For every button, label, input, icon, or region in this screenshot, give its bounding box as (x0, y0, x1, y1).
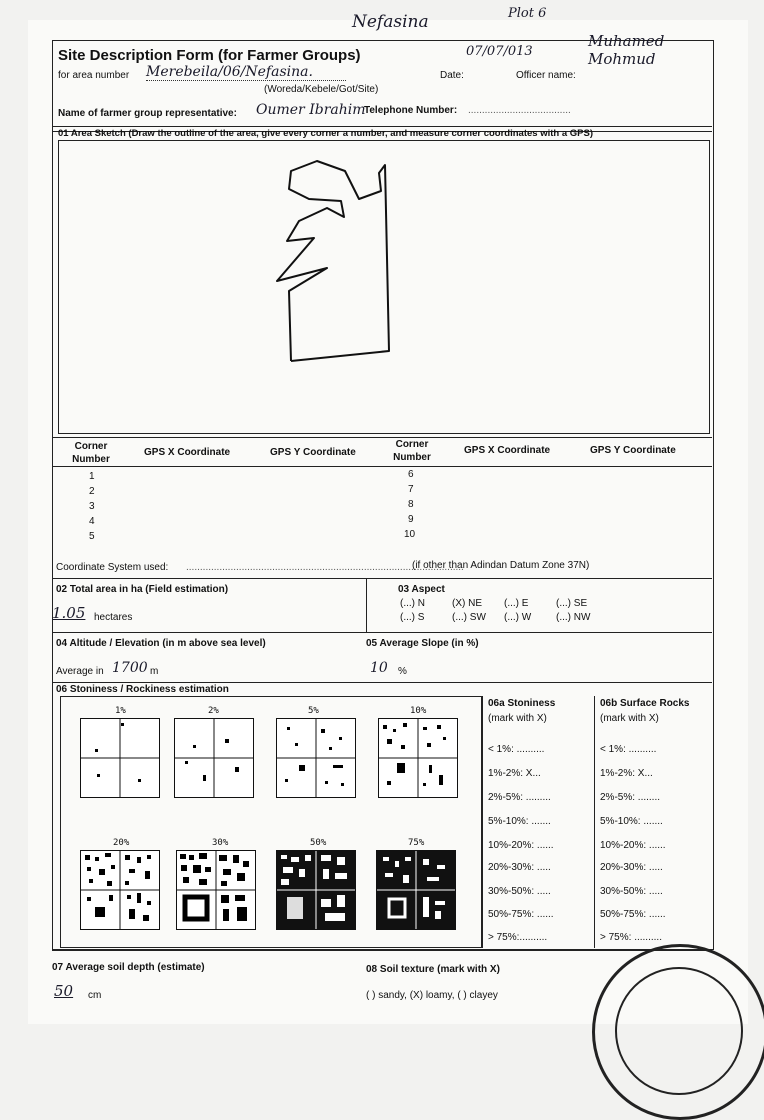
corner-4: 4 (89, 516, 95, 527)
aspect-e[interactable]: (...) E (504, 598, 529, 609)
grid-label-20: 20% (113, 838, 130, 848)
area-number-label: for area number (58, 70, 130, 81)
section02-title: 02 Total area in ha (Field estimation) (56, 584, 229, 595)
col-x-left: GPS X Coordinate (144, 447, 231, 458)
stone-grid-1pct (80, 718, 160, 798)
stoniness-gt75[interactable]: > 75%:.......... (488, 932, 548, 943)
slope-unit: % (398, 666, 407, 677)
official-stamp-inner (615, 967, 743, 1095)
section06a-title: 06a Stoniness (488, 698, 556, 709)
section05-title: 05 Average Slope (in %) (366, 638, 479, 649)
corner-9: 9 (408, 514, 414, 525)
stone-grid-10pct (378, 718, 458, 798)
grid-label-50: 50% (310, 838, 327, 848)
rocks-20-30[interactable]: 20%-30%: ..... (600, 862, 663, 873)
aspect-sw[interactable]: (...) SW (452, 612, 486, 623)
sketch-outline (277, 161, 389, 361)
section03-title: 03 Aspect (398, 584, 445, 595)
aspect-w[interactable]: (...) W (504, 612, 532, 623)
phone-dots: ..................................... (468, 105, 571, 116)
col-y-right: GPS Y Coordinate (590, 445, 676, 456)
col-corner-right: Corner Number (393, 439, 431, 463)
corner-7: 7 (408, 484, 414, 495)
area-sketch-box[interactable] (58, 140, 710, 434)
aspect-ne[interactable]: (X) NE (452, 598, 482, 609)
stone-grid-50pct (276, 850, 356, 930)
rocks-5-10[interactable]: 5%-10%: ....... (600, 816, 663, 827)
stone-grid-2pct (174, 718, 254, 798)
corner-1: 1 (89, 471, 95, 482)
stoniness-2-5[interactable]: 2%-5%: ......... (488, 792, 551, 803)
officer-label: Officer name: (516, 70, 576, 81)
rocks-gt75[interactable]: > 75%: .......... (600, 932, 662, 943)
stone-grid-75pct (376, 850, 456, 930)
rocks-10-20[interactable]: 10%-20%: ...... (600, 840, 666, 851)
section04-title: 04 Altitude / Elevation (in m above sea level) (56, 638, 266, 649)
soil-depth-value[interactable]: 50 (54, 982, 74, 1000)
grid-label-30: 30% (212, 838, 229, 848)
section06b-sub: (mark with X) (600, 713, 659, 724)
stone-grid-5pct (276, 718, 356, 798)
soil-depth-unit: cm (88, 990, 102, 1001)
official-stamp (592, 944, 764, 1120)
altitude-avg-label: Average in (56, 666, 104, 677)
date-value: 07/07/013 (466, 44, 533, 59)
rocks-2-5[interactable]: 2%-5%: ........ (600, 792, 661, 803)
aspect-n[interactable]: (...) N (400, 598, 425, 609)
corner-2: 2 (89, 486, 95, 497)
slope-value[interactable]: 10 (370, 660, 388, 676)
col-corner-left: Corner Number (72, 441, 110, 465)
corner-8: 8 (408, 499, 414, 510)
coord-system-hint: (if other than Adindan Datum Zone 37N) (412, 560, 590, 571)
stoniness-5-10[interactable]: 5%-10%: ....... (488, 816, 551, 827)
coord-system-label: Coordinate System used: (56, 562, 169, 573)
stoniness-50-75[interactable]: 50%-75%: ...... (488, 909, 554, 920)
grid-label-2: 2% (208, 706, 219, 716)
phone-label: Telephone Number: (364, 105, 458, 116)
grid-label-75: 75% (408, 838, 425, 848)
section06-title: 06 Stoniness / Rockiness estimation (56, 684, 229, 695)
total-area-value[interactable]: 1.05 (52, 604, 86, 622)
stoniness-10-20[interactable]: 10%-20%: ...... (488, 840, 554, 851)
date-label: Date: (440, 70, 464, 81)
col-x-right: GPS X Coordinate (464, 445, 551, 456)
rocks-30-50[interactable]: 30%-50%: ..... (600, 886, 663, 897)
altitude-value[interactable]: 1700 (112, 660, 148, 676)
altitude-unit: m (150, 666, 159, 677)
aspect-se[interactable]: (...) SE (556, 598, 588, 609)
form-title: Site Description Form (for Farmer Groups) (58, 47, 361, 64)
rep-label: Name of farmer group representative: (58, 108, 237, 119)
rocks-1-2[interactable]: 1%-2%: X... (600, 768, 653, 779)
section01-title: 01 Area Sketch (Draw the outline of the area, give every corner a number, and measure corner coordinates with a GPS) (58, 128, 593, 139)
stone-grid-30pct (176, 850, 256, 930)
col-y-left: GPS Y Coordinate (270, 447, 356, 458)
soil-texture-options[interactable]: ( ) sandy, (X) loamy, ( ) clayey (366, 990, 498, 1001)
grid-label-1: 1% (115, 706, 126, 716)
rocks-lt1[interactable]: < 1%: .......... (600, 744, 657, 755)
stoniness-20-30[interactable]: 20%-30%: ..... (488, 862, 551, 873)
stoniness-lt1[interactable]: < 1%: .......... (488, 744, 545, 755)
stone-grid-20pct (80, 850, 160, 930)
stoniness-30-50[interactable]: 30%-50%: ..... (488, 886, 551, 897)
aspect-s[interactable]: (...) S (400, 612, 425, 623)
handwritten-location: Nefasina (352, 12, 429, 32)
area-sketch-drawing (59, 141, 709, 433)
aspect-nw[interactable]: (...) NW (556, 612, 591, 623)
grid-label-10: 10% (410, 706, 427, 716)
total-area-unit: hectares (94, 612, 133, 623)
section08-title: 08 Soil texture (mark with X) (366, 964, 500, 975)
grid-label-5: 5% (308, 706, 319, 716)
corner-10: 10 (404, 529, 416, 540)
rep-value: Oumer Ibrahim (256, 102, 366, 118)
corner-6: 6 (408, 469, 414, 480)
section06a-sub: (mark with X) (488, 713, 547, 724)
section06b-title: 06b Surface Rocks (600, 698, 690, 709)
section07-title: 07 Average soil depth (estimate) (52, 962, 205, 973)
rocks-50-75[interactable]: 50%-75%: ...... (600, 909, 666, 920)
stoniness-1-2[interactable]: 1%-2%: X... (488, 768, 541, 779)
handwritten-plot: Plot 6 (508, 6, 547, 21)
area-number-hint: (Woreda/Kebele/Got/Site) (264, 84, 379, 95)
coord-system-dots[interactable]: .................................................................................................... (186, 562, 464, 573)
corner-5: 5 (89, 531, 95, 542)
officer-value: Muhamed Mohmud (588, 32, 665, 68)
area-number-value: Merebeila/06/Nefasina. (146, 64, 346, 81)
corner-3: 3 (89, 501, 95, 512)
